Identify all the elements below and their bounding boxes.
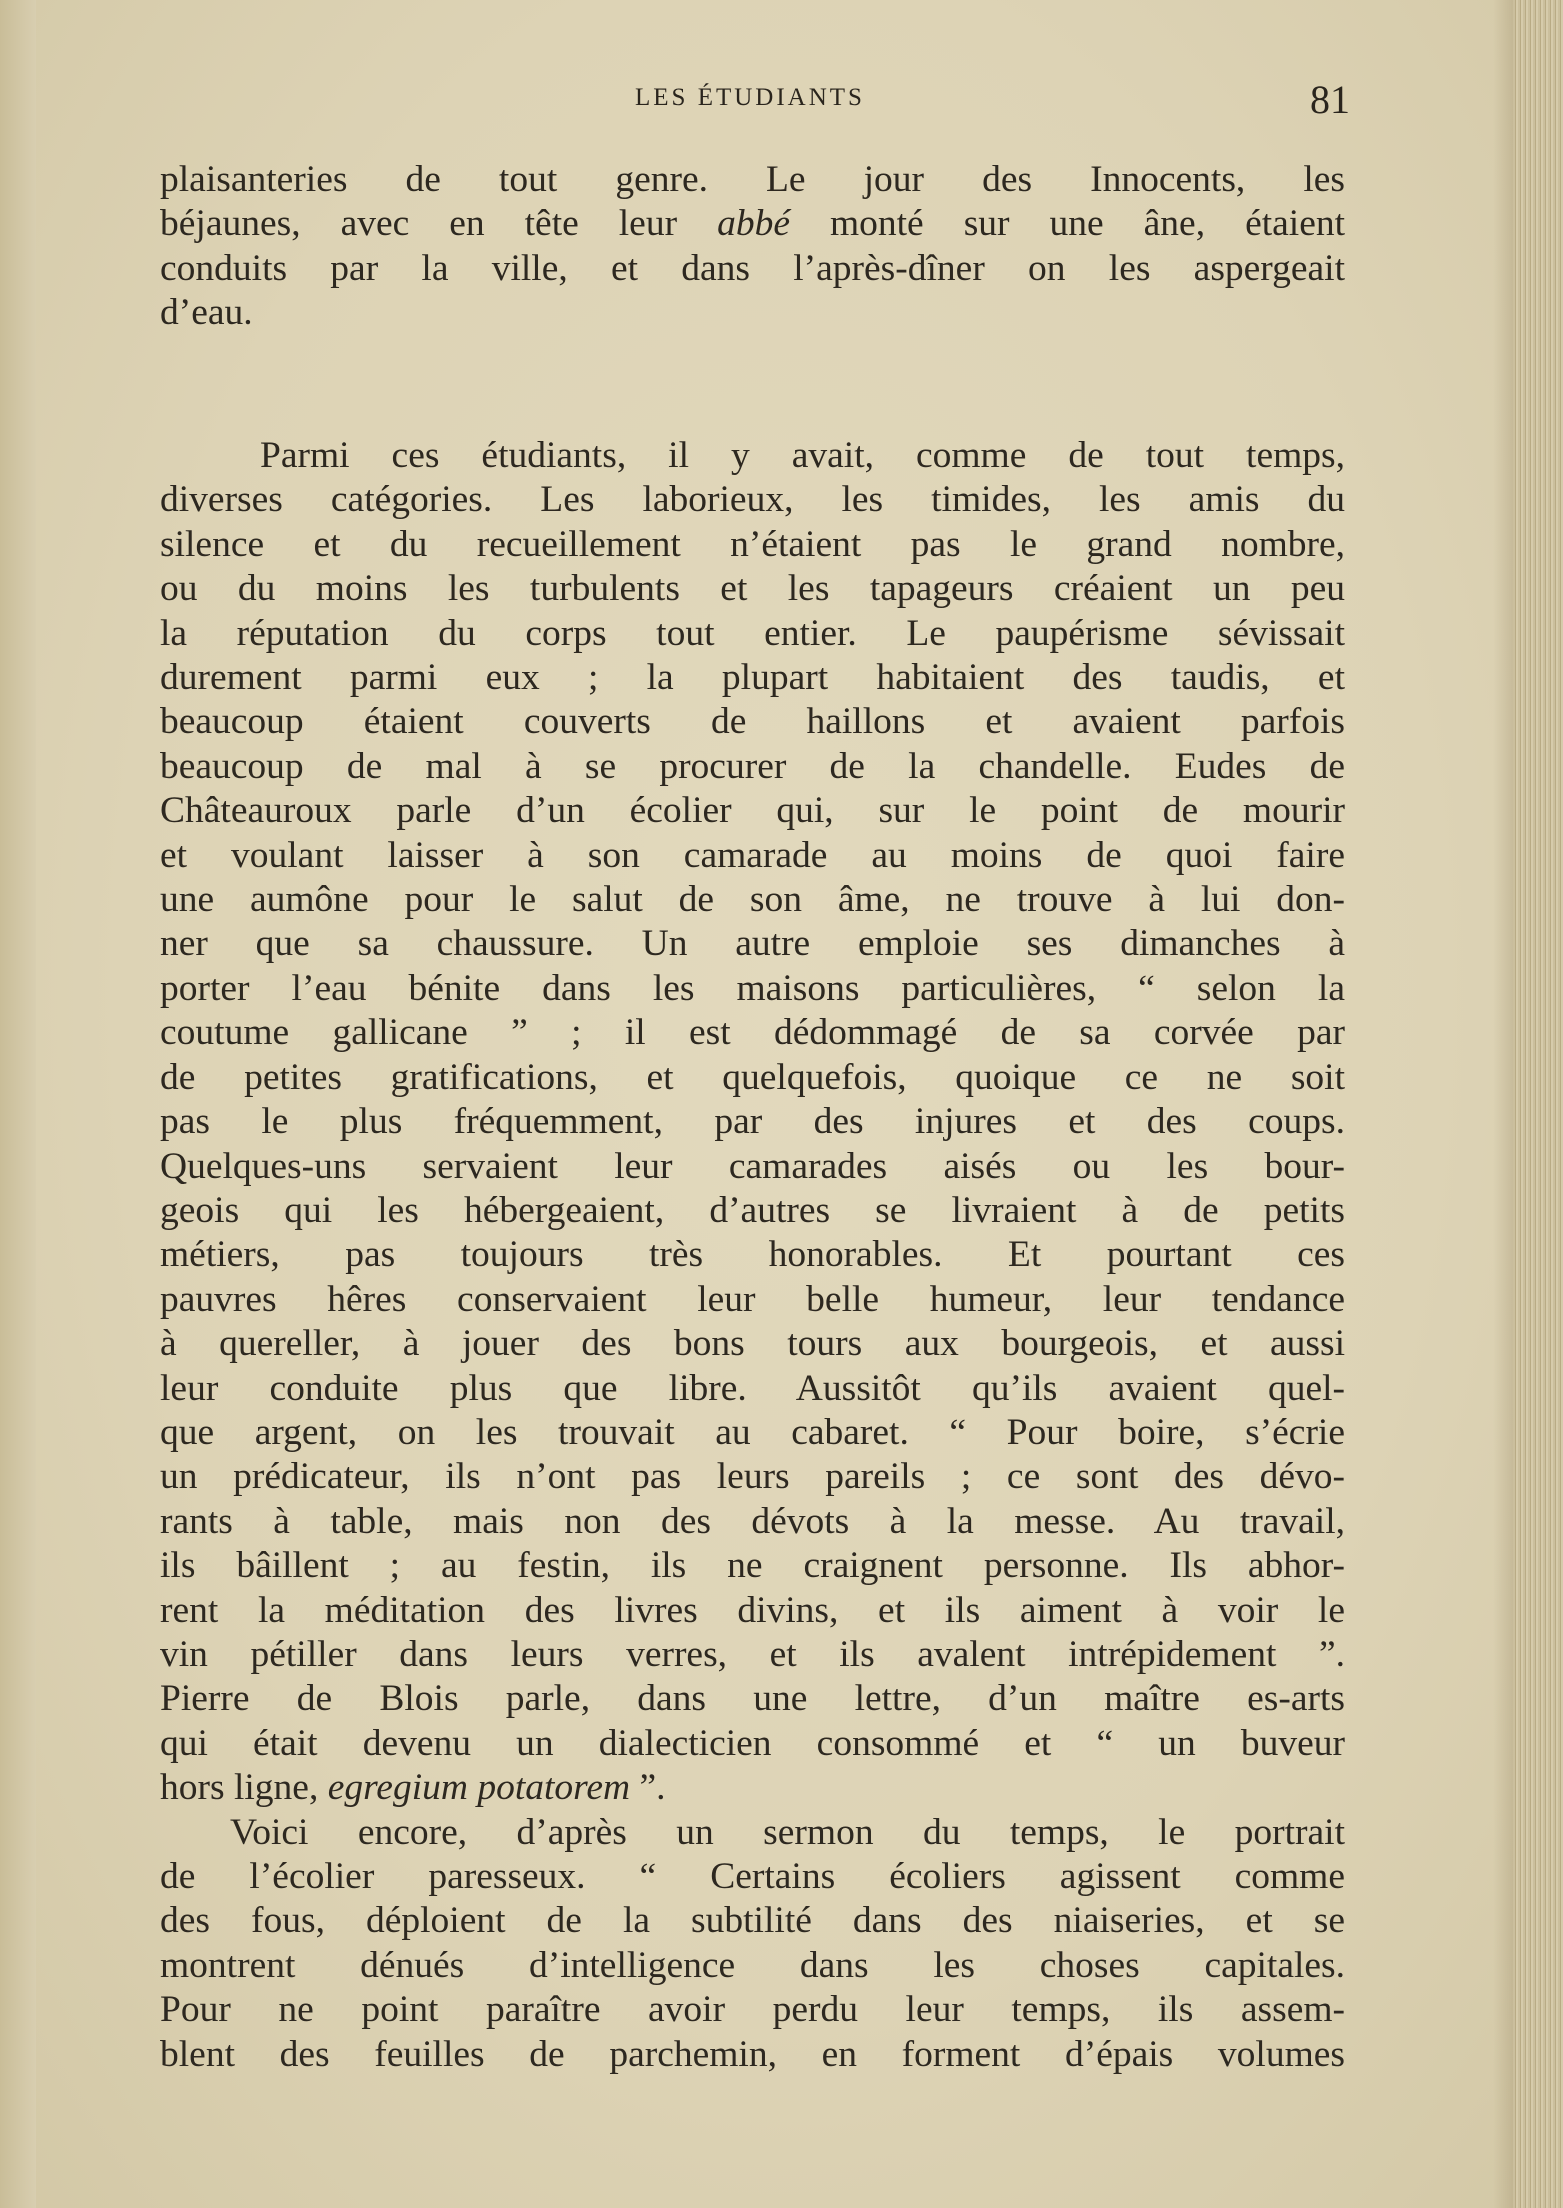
main-text: [160, 434, 1345, 2077]
italic-latin-phrase: egregium potatorem: [327, 1767, 631, 1809]
text-line: et voulant laisser à son camarade au moins de quoi faire: [160, 834, 1345, 876]
text-line: Pour ne point paraître avoir perdu leur temps, ils assem-: [160, 1989, 1345, 2031]
page-edge-leaves: [1513, 0, 1563, 2208]
text-line: vin pétiller dans leurs verres, et ils avalent intrépidement ”.: [160, 1633, 1345, 1675]
text-line: conduits par la ville, et dans l’après-dîner on les aspergeait: [160, 247, 1345, 289]
text-line: porter l’eau bénite dans les maisons particulières, “ selon la: [160, 967, 1345, 1009]
text-line: pauvres hêres conservaient leur belle humeur, leur tendance: [160, 1278, 1345, 1320]
page-header: [170, 77, 1350, 122]
text-line: des fous, déploient de la subtilité dans des niaiseries, et se: [160, 1900, 1345, 1942]
text-line: Parmi ces étudiants, il y avait, comme de tout temps,: [260, 435, 1345, 476]
text-line: d’eau.: [160, 292, 253, 334]
text-line: rent la méditation des livres divins, et ils aiment à voir le: [160, 1589, 1345, 1631]
text-line: montrent dénués d’intelligence dans les choses capitales.: [160, 1944, 1345, 1986]
text-line: durement parmi eux ; la plupart habitaient des taudis, et: [160, 657, 1345, 699]
text-line: la réputation du corps tout entier. Le paupérisme sévissait: [160, 612, 1345, 654]
running-head: LES ÉTUDIANTS: [635, 84, 865, 111]
top-paragraph: [160, 158, 1345, 336]
text-line: coutume gallicane ” ; il est dédommagé de sa corvée par: [160, 1012, 1345, 1054]
text-line: de l’écolier paresseux. “ Certains écoliers agissent comme: [160, 1856, 1345, 1897]
text-line: beaucoup de mal à se procurer de la chandelle. Eudes de: [160, 745, 1345, 787]
binding-gutter: [0, 0, 36, 2208]
text-line: plaisanteries de tout genre. Le jour des Innocents, les: [160, 159, 1345, 200]
text-line-with-italic: béjaunes, avec en tête leur abbé monté sur une âne, étaient: [160, 203, 1345, 245]
text-line: ner que sa chaussure. Un autre emploie ses dimanches à: [160, 923, 1345, 965]
text-line: leur conduite plus que libre. Aussitôt qu’ils avaient quel-: [160, 1367, 1345, 1409]
paragraph-2: [160, 1811, 1345, 2077]
text-line: diverses catégories. Les laborieux, les timides, les amis du: [160, 479, 1345, 521]
text-line: Quelques-uns servaient leur camarades aisés ou les bour-: [160, 1145, 1345, 1187]
text-line: rants à table, mais non des dévots à la messe. Au travail,: [160, 1500, 1345, 1542]
italic-word: abbé: [717, 203, 790, 245]
text-line: à quereller, à jouer des bons tours aux bourgeois, et aussi: [160, 1323, 1345, 1365]
text-line: Pierre de Blois parle, dans une lettre, d’un maître es-arts: [160, 1678, 1345, 1720]
text-line: une aumône pour le salut de son âme, ne trouve à lui don-: [160, 879, 1345, 921]
text-line: que argent, on les trouvait au cabaret. “ Pour boire, s’écrie: [160, 1411, 1345, 1453]
text-line: pas le plus fréquemment, par des injures et des coups.: [160, 1101, 1345, 1143]
paragraph-1: [160, 434, 1345, 1811]
text-line: qui était devenu un dialecticien consommé et “ un buveur: [160, 1722, 1345, 1764]
text-line: silence et du recueillement n’étaient pas le grand nombre,: [160, 523, 1345, 565]
text-line: métiers, pas toujours très honorables. Et pourtant ces: [160, 1234, 1345, 1276]
text-line: Châteauroux parle d’un écolier qui, sur le point de mourir: [160, 790, 1345, 832]
page-number: 81: [1310, 77, 1350, 122]
text-line-with-italic: hors ligne, egregium potatorem ”.: [160, 1767, 666, 1809]
text-line: geois qui les hébergeaient, d’autres se livraient à de petits: [160, 1189, 1345, 1231]
text-line: un prédicateur, ils n’ont pas leurs pareils ; ce sont des dévo-: [160, 1456, 1345, 1498]
text-line: ils bâillent ; au festin, ils ne craignent personne. Ils abhor-: [160, 1545, 1345, 1587]
text-line: beaucoup étaient couverts de haillons et avaient parfois: [160, 701, 1345, 743]
page-edge-shadow: [1493, 0, 1513, 2208]
text-line: ou du moins les turbulents et les tapageurs créaient un peu: [160, 568, 1345, 610]
text-line: Voici encore, d’après un sermon du temps, le portrait: [230, 1811, 1345, 1853]
text-line: blent des feuilles de parchemin, en forment d’épais volumes: [160, 2033, 1345, 2075]
text-line: de petites gratifications, et quelquefois, quoique ce ne soit: [160, 1056, 1345, 1098]
